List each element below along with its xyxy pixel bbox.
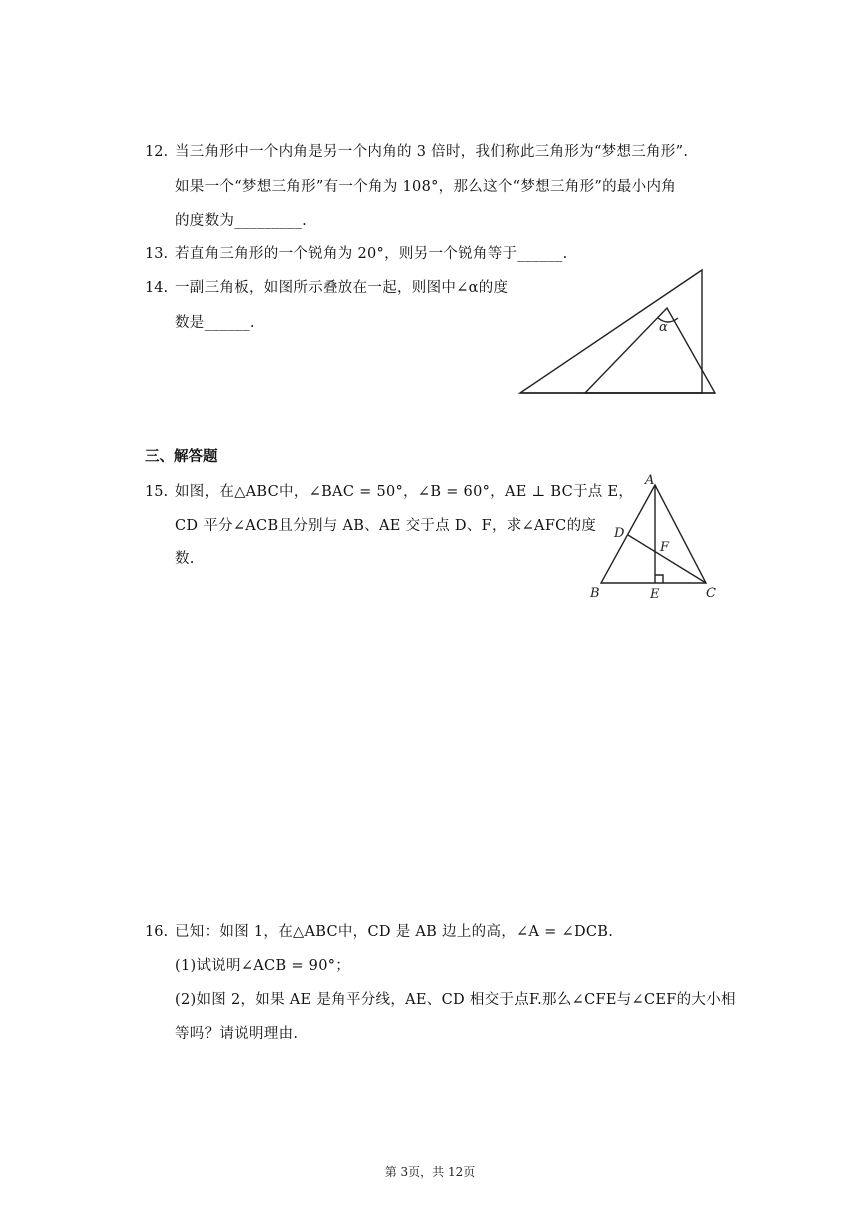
point-label-c: C [706, 586, 716, 601]
question-text-line: (1)试说明∠ACB = 90°； [175, 958, 351, 974]
page-footer: 第 3页，共 12页 [384, 1165, 476, 1179]
question-number: 16. [145, 924, 169, 940]
question-text-line: 若直角三角形的一个锐角为 20°，则另一个锐角等于______. [175, 246, 568, 262]
question-text-line: 一副三角板，如图所示叠放在一起，则图中∠α的度 [175, 280, 509, 296]
point-label-b: B [590, 586, 600, 601]
question-number: 14. [145, 280, 169, 296]
question-text-line: 已知：如图 1，在△ABC中，CD 是 AB 边上的高，∠A = ∠DCB. [175, 924, 614, 940]
question-number: 12. [145, 144, 169, 160]
point-label-d: D [614, 526, 625, 541]
question-text-line: 等吗？请说明理由. [175, 1026, 299, 1042]
question-text-line: 当三角形中一个内角是另一个内角的 3 倍时，我们称此三角形为“梦想三角形”. [175, 144, 689, 160]
figure-label-alpha: α [659, 320, 668, 335]
question-text-line: 的度数为_________. [175, 213, 308, 229]
question-text-line: 数是______. [175, 315, 255, 331]
section-heading: 三、解答题 [145, 448, 218, 465]
question-text-line: (2)如图 2，如果 AE 是角平分线，AE、CD 相交于点F.那么∠CFE与∠CEF的大小相 [175, 992, 736, 1008]
question-text-line: 如图，在△ABC中，∠BAC = 50°，∠B = 60°，AE ⊥ BC于点 E， [175, 484, 634, 500]
question-text-line: 如果一个“梦想三角形”有一个角为 108°，那么这个“梦想三角形”的最小内角 [175, 179, 677, 195]
question-number: 15. [145, 484, 169, 500]
question-text-line: CD 平分∠ACB且分别与 AB、AE 交于点 D、F，求∠AFC的度 [175, 518, 597, 534]
point-label-e: E [650, 587, 660, 602]
point-label-f: F [660, 540, 670, 555]
point-label-a: A [645, 473, 655, 488]
question-text-line: 数. [175, 551, 195, 567]
question-number: 13. [145, 246, 169, 262]
